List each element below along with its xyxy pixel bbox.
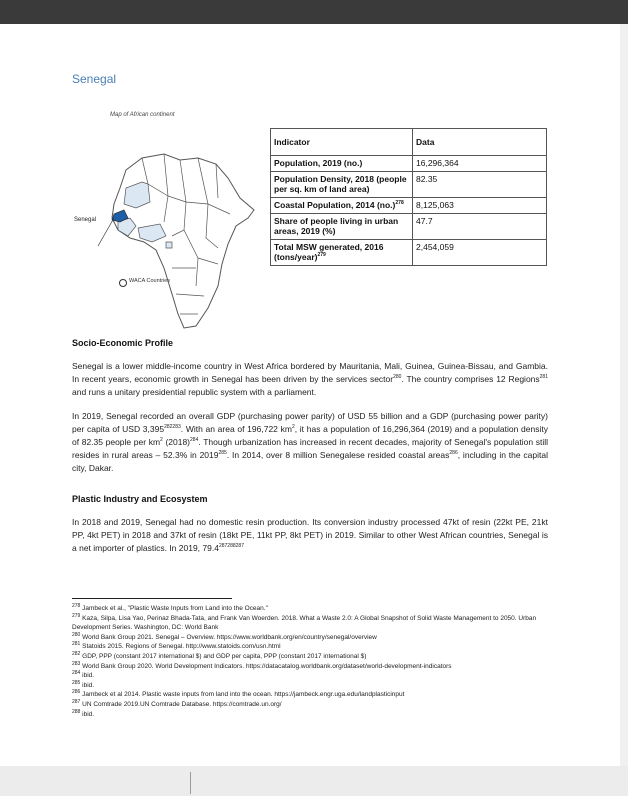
table-header-row [271, 129, 547, 156]
senegal-pointer [98, 218, 114, 246]
next-page-area [0, 766, 628, 796]
socio-paragraph-1: Senegal is a lower middle-income country in West Africa bordered by Mauritania, Mali, Guinea, Guinea-Bissau, and Gambia. In recent years, economic growth in Senegal has been driven by the services sector$^{280}$. The country comprises 12 Regions$^{281}$ and runs a unitary presidential republic system with a parliament. [72, 361, 548, 397]
table-row [271, 171, 547, 197]
table-cell-label: Population Density, 2018 (people per sq. km of land area) [271, 171, 413, 197]
waca-sao-tome [166, 242, 172, 248]
socio-economic-heading: Socio-Economic Profile [72, 338, 174, 348]
table-cell-label: Total MSW generated, 2016 (tons/year)$^{279}$ [271, 239, 413, 265]
table-row [271, 239, 547, 265]
indicator-table [270, 128, 547, 266]
footnote-item: $^{281}$ Statoids 2015. Regions of Senegal. http://www.statoids.com/usn.html [72, 641, 281, 651]
plastic-industry-heading: Plastic Industry and Ecosystem [72, 494, 208, 504]
footnote-item: $^{280}$ World Bank Group 2021. Senegal – Overview. https://www.worldbank.org/en/country/senegal/overview [72, 631, 377, 641]
plastic-paragraph: In 2018 and 2019, Senegal had no domestic resin production. Its conversion industry processed 47kt of resin (22kt PE, 21kt PP, 4kt PET) in 2018 and 37kt of resin (18kt PE, 11kt PP, 8kt PET) in 2019. Similar to other West African countries, Senegal is a net importer of plastics. In 2019, $79.4^{287288287}$ [72, 517, 548, 553]
table-cell-label: Share of people living in urban areas, 2019 (%) [271, 213, 413, 239]
table-cell-value: 16,296,364 [413, 156, 547, 172]
table-row [271, 213, 547, 239]
page-divider [190, 772, 191, 794]
legend-circle-icon [119, 279, 127, 287]
table-cell-label: Population, 2019 (no.) [271, 156, 413, 172]
table-cell-value: 2,454,059 [413, 239, 547, 265]
footnote-item: $^{284}$ ibid. [72, 670, 95, 680]
table-cell-value: 47.7 [413, 213, 547, 239]
country-title: Senegal [72, 72, 117, 86]
footnote-item: $^{288}$ ibid. [72, 708, 95, 718]
footnote-item: $^{282}$ GDP, PPP (constant 2017 international $) and GDP per capita, PPP (constant 2017 international $) [72, 650, 367, 660]
viewer-top-bar [0, 0, 628, 24]
table-row [271, 197, 547, 213]
socio-paragraph-2: In 2019, Senegal recorded an overall GDP (purchasing power parity) of USD 55 billion and a GDP (purchasing power parity) per capita of USD $3,395^{282283}$. With an area of 196,722 $km^2$, it has a population of 16,296,364 (2019) and a population density of 82.35 people per $km^2$ $(2018)^{284}$. Though urbanization has increased in recent decades, majority of Senegal's population still resides in rural areas – 52.3% in 2019$^{285}$. In 2014, over 8 million Senegalese resided coastal areas$^{286}$, including in the capital city, Dakar. [72, 411, 548, 473]
table-row [271, 156, 547, 172]
footnote-rule [72, 598, 232, 599]
africa-map [68, 118, 268, 338]
footnote-item: $^{286}$ Jambeck et al 2014. Plastic waste inputs from land into the ocean. https://jambeck.engr.uga.edu/landplasticinput [72, 689, 405, 699]
vertical-scrollbar[interactable] [620, 24, 628, 766]
table-cell-value: 8,125,063 [413, 197, 547, 213]
footnote-item: $^{287}$ UN Comtrade 2019.UN Comtrade Database. https://comtrade.un.org/ [72, 698, 282, 708]
table-header-data: Data [413, 129, 547, 156]
table-header-indicator: Indicator [271, 129, 413, 156]
footnote-list [72, 604, 550, 719]
table-cell-value: 82.35 [413, 171, 547, 197]
footnote-item: $^{278}$ Jambeck et al., "Plastic Waste Inputs from Land into the Ocean." [72, 602, 268, 612]
footnote-item: $^{283}$ World Bank Group 2020. World Development Indicators. https://datacatalog.worldbank.org/dataset/world-development-indicators [72, 660, 452, 670]
footnote-item: $^{279}$ Kaza, Silpa, Lisa Yao, Perinaz Bhada-Tata, and Frank Van Woerden. 2018. What a Waste 2.0: A Global Snapshot of Solid Waste Management to 2050. Urban Development Series. Washington, DC: World Bank [72, 612, 537, 632]
map-caption: Map of African continent [110, 112, 175, 118]
senegal-map-label: Senegal [74, 217, 97, 223]
legend-label: WACA Countries [129, 278, 171, 284]
footnote-item: $^{285}$ ibid. [72, 679, 95, 689]
table-cell-label: Coastal Population, 2014 $(no.)^{278}$ [271, 197, 413, 213]
